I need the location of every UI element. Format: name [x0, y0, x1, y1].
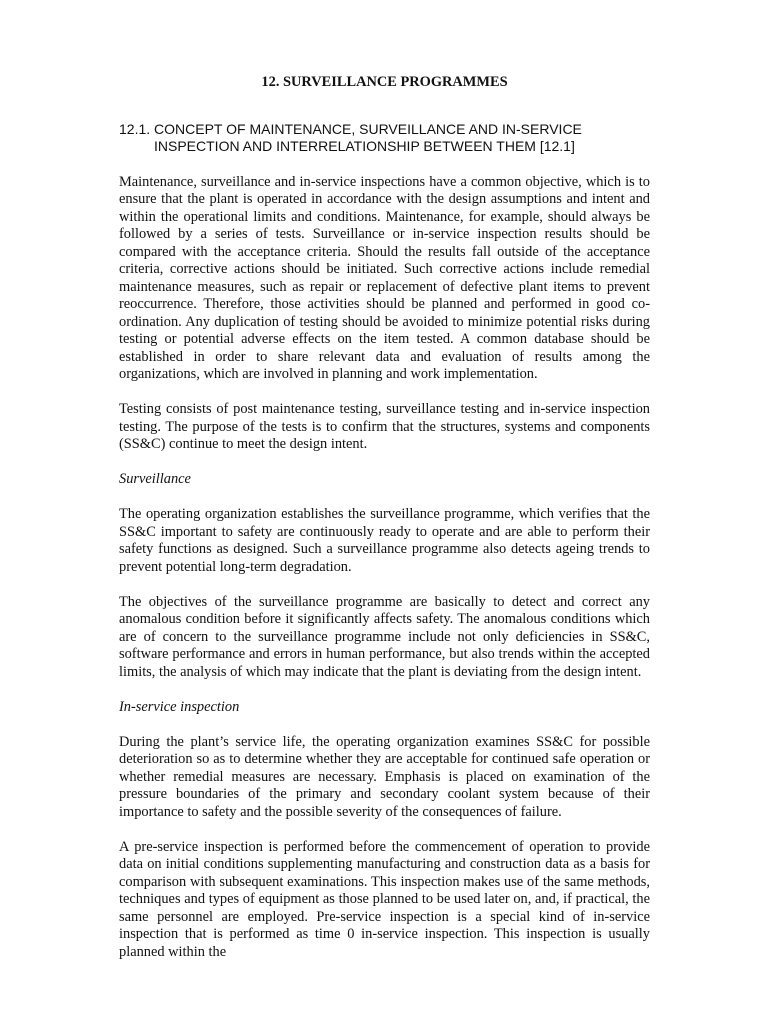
paragraph-testing: Testing consists of post maintenance testing, surveillance testing and in-service inspection testing. The purpose of the tests is to confirm that the structures, systems and components (SS&C) continue to meet the design intent.: [119, 401, 650, 452]
subheading-in-service-inspection: In-service inspection: [119, 698, 240, 715]
section-heading: [119, 121, 650, 156]
paragraph-pre-service-inspection: A pre-service inspection is performed before the commencement of operation to provide data on initial conditions supplementing manufacturing and construction data as a basis for comparison with subsequent examinations. This inspection makes use of the same methods, techniques and types of equipment as those planned to be used later on, and, if practical, the same personnel are employed. Pre-service inspection is a special kind of in-service inspection that is performed as time 0 in-service inspection. This inspection is usually planned within the: [119, 838, 650, 960]
paragraph-maintenance-objective: Maintenance, surveillance and in-service inspections have a common objective, which is to ensure that the plant is operated in accordance with the design assumptions and intent and within the operational limits and conditions. Maintenance, for example, should always be followed by a series of tests. Surveillance or in-service inspection results should be compared with the acceptance criteria. Should the results fall outside of the acceptance criteria, corrective actions should be initiated. Such corrective actions include remedial maintenance measures, such as repair or replacement of defective plant items to prevent reoccurrence. Therefore, those activities should be planned and performed in good co-ordination. Any duplication of testing should be avoided to minimize potential risks during testing or potential adverse effects on the item tested. A common database should be established in order to share relevant data and evaluation of results among the organizations, which are involved in planning and work implementation.: [119, 173, 650, 382]
chapter-title: 12. SURVEILLANCE PROGRAMMES: [261, 74, 508, 90]
paragraph-service-life-examination: During the plant’s service life, the operating organization examines SS&C for possible deterioration so as to determine whether they are acceptable for continued safe operation or whether remedial measures are necessary. Emphasis is placed on examination of the pressure boundaries of the primary and secondary coolant system because of their importance to safety and the possible severity of the consequences of failure.: [119, 733, 650, 820]
paragraph-surveillance-programme: The operating organization establishes the surveillance programme, which verifies that the SS&C important to safety are continuously ready to operate and are able to perform their safety functions as designed. Such a surveillance programme also detects ageing trends to prevent potential long-term degradation.: [119, 506, 650, 575]
section-heading-line-1: 12.1. CONCEPT OF MAINTENANCE, SURVEILLANCE AND IN-SERVICE: [119, 120, 582, 137]
document-page: [119, 60, 650, 979]
paragraph-surveillance-objectives: The objectives of the surveillance programme are basically to detect and correct any anomalous condition before it significantly affects safety. The anomalous conditions which are of concern to the surveillance programme include not only deficiencies in SS&C, software performance and errors in human performance, but also trends within the accepted limits, the analysis of which may indicate that the plant is deviating from the design intent.: [119, 593, 650, 680]
subheading-surveillance: Surveillance: [119, 471, 191, 487]
section-heading-line-2: INSPECTION AND INTERRELATIONSHIP BETWEEN THEM [12.1]: [154, 138, 575, 154]
